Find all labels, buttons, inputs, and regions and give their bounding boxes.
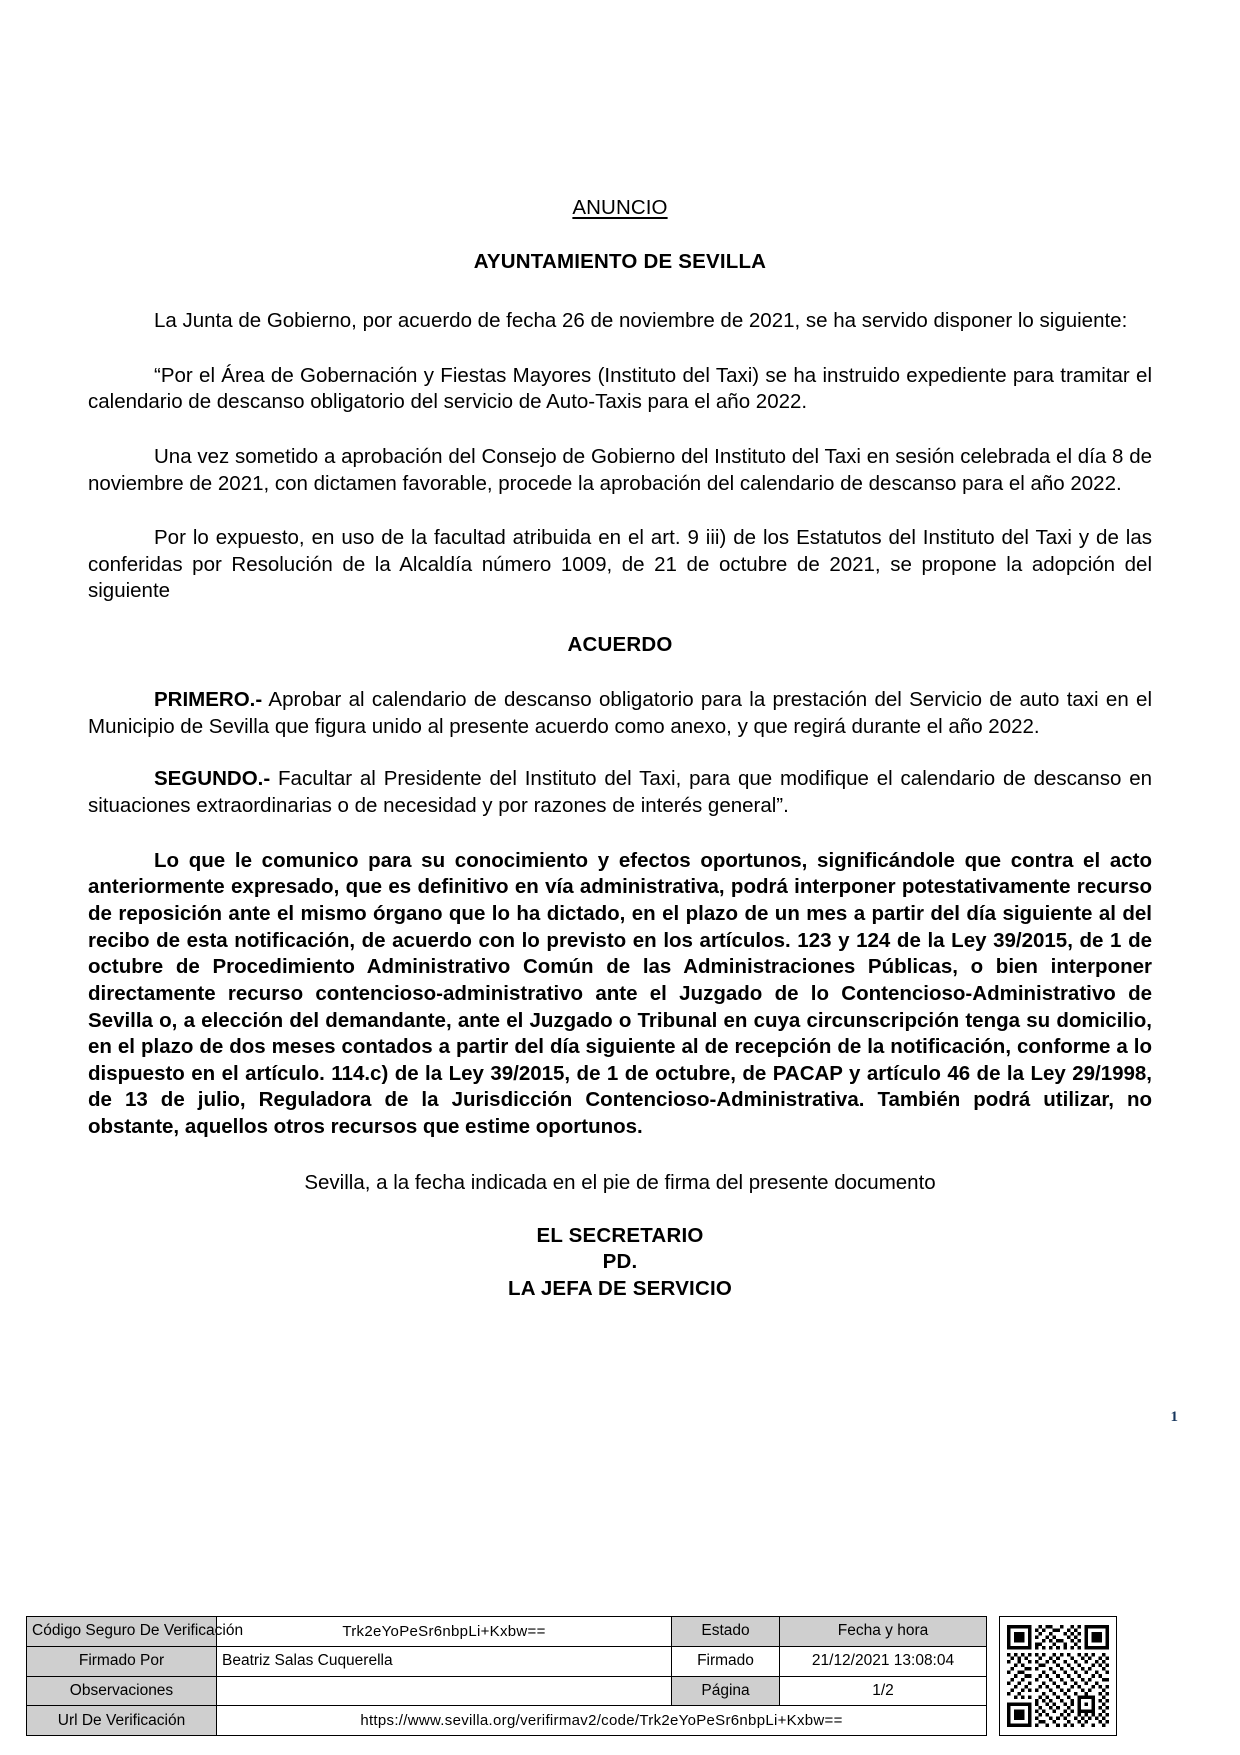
segundo-text: Facultar al Presidente del Instituto del Taxi, para que modifique el calendario de descanso en situaciones extraordinarias o de necesidad y por razones de interés general”. — [88, 767, 1152, 818]
paragraph-segundo — [88, 766, 1152, 819]
paragraph-expediente: “Por el Área de Gobernación y Fiestas Mayores (Instituto del Taxi) se ha instruido expediente para tramitar el calendario de descanso obligatorio del servicio de Auto-Taxis para el año 2022. — [88, 363, 1152, 414]
primero-label: PRIMERO.- — [154, 688, 263, 712]
page-marker: 1 — [1170, 1409, 1178, 1425]
value-signed-by: Beatriz Salas Cuquerella — [217, 1646, 672, 1676]
qr-code-icon — [999, 1616, 1117, 1736]
primero-text: Aprobar al calendario de descanso obligatorio para la prestación del Servicio de auto taxi en el Municipio de Sevilla que figura unido al presente acuerdo como anexo, y que regirá durante el año 2022. — [88, 688, 1152, 738]
heading-anuncio — [88, 196, 1152, 220]
table-row — [27, 1646, 987, 1676]
paragraph-facultad: Por lo expuesto, en uso de la facultad atribuida en el art. 9 iii) de los Estatutos del Instituto del Taxi y de las conferidas por Resolución de la Alcaldía número 1009, de 21 de octubre de 2021, se propone la adopción del siguiente — [88, 526, 1152, 603]
table-row — [27, 1617, 987, 1647]
heading-acuerdo: ACUERDO — [567, 633, 673, 657]
segundo-label: SEGUNDO.- — [154, 767, 271, 791]
value-verification-url: https://www.sevilla.org/verifirmav2/code/Trk2eYoPeSr6nbpLi+Kxbw== — [217, 1706, 987, 1736]
verification-table — [26, 1616, 987, 1736]
table-row — [27, 1676, 987, 1706]
signature-line-3: LA JEFA DE SERVICIO — [507, 1277, 733, 1301]
label-signed-by: Firmado Por — [27, 1646, 217, 1676]
label-datetime: Fecha y hora — [780, 1617, 987, 1647]
value-csv: Trk2eYoPeSr6nbpLi+Kxbw== — [217, 1617, 672, 1647]
document-body — [88, 196, 1152, 1303]
organization-title: AYUNTAMIENTO DE SEVILLA — [473, 250, 767, 273]
paragraph-recursos: Lo que le comunico para su conocimiento y efectos oportunos, significándole que contra el acto anteriormente expresado, que es definitivo en vía administrativa, podrá interponer potestativamente recurso de reposición ante el mismo órgano que lo ha dictado, en el plazo de un mes a partir del día siguiente al del recibo de esta notificación, de acuerdo con lo previsto en los artículos. 123 y 124 de la Ley 39/2015, de 1 de octubre de Procedimiento Administrativo Común de las Administraciones Públicas, o bien interponer directamente recurso contencioso-administrativo ante el Juzgado de lo Contencioso-Administrativo de Sevilla o, a elección del demandante, ante el Juzgado o Tribunal en cuya circunscripción tenga su domicilio, en el plazo de dos meses contados a partir del día siguiente al de recepción de la notificación, conforme a lo dispuesto en el artículo. 114.c) de la Ley 39/2015, de 1 de octubre, de PACAP y artículo 46 de la Ley 29/1998, de 13 de julio, Reguladora de la Jurisdicción Contencioso-Administrativa. También podrá utilizar, no obstante, aquellos otros recursos que estime oportunos. — [88, 848, 1152, 1139]
paragraph-primero — [88, 687, 1152, 740]
paragraph-intro: La Junta de Gobierno, por acuerdo de fecha 26 de noviembre de 2021, se ha servido disponer lo siguiente: — [154, 309, 1128, 332]
value-state: Firmado — [672, 1646, 780, 1676]
value-datetime: 21/12/2021 13:08:04 — [780, 1646, 987, 1676]
qr-code-svg — [1007, 1624, 1109, 1728]
verification-footer — [26, 1616, 1214, 1736]
label-state: Estado — [672, 1617, 780, 1647]
label-observations: Observaciones — [27, 1676, 217, 1706]
value-page: 1/2 — [780, 1676, 987, 1706]
label-verification-url: Url De Verificación — [27, 1706, 217, 1736]
signature-block — [88, 1223, 1152, 1303]
signature-line-2: PD. — [602, 1250, 638, 1274]
label-page: Página — [672, 1676, 780, 1706]
signature-line-1: EL SECRETARIO — [536, 1223, 704, 1247]
heading-anuncio-text: ANUNCIO — [572, 196, 668, 219]
table-row — [27, 1706, 987, 1736]
paragraph-consejo: Una vez sometido a aprobación del Consejo de Gobierno del Instituto del Taxi en sesión celebrada el día 8 de noviembre de 2021, con dictamen favorable, procede la aprobación del calendario de descanso para el año 2022. — [88, 444, 1152, 495]
place-date-line: Sevilla, a la fecha indicada en el pie de firma del presente documento — [304, 1170, 936, 1194]
value-observations — [217, 1676, 672, 1706]
label-csv: Código Seguro De Verificación — [27, 1617, 217, 1647]
